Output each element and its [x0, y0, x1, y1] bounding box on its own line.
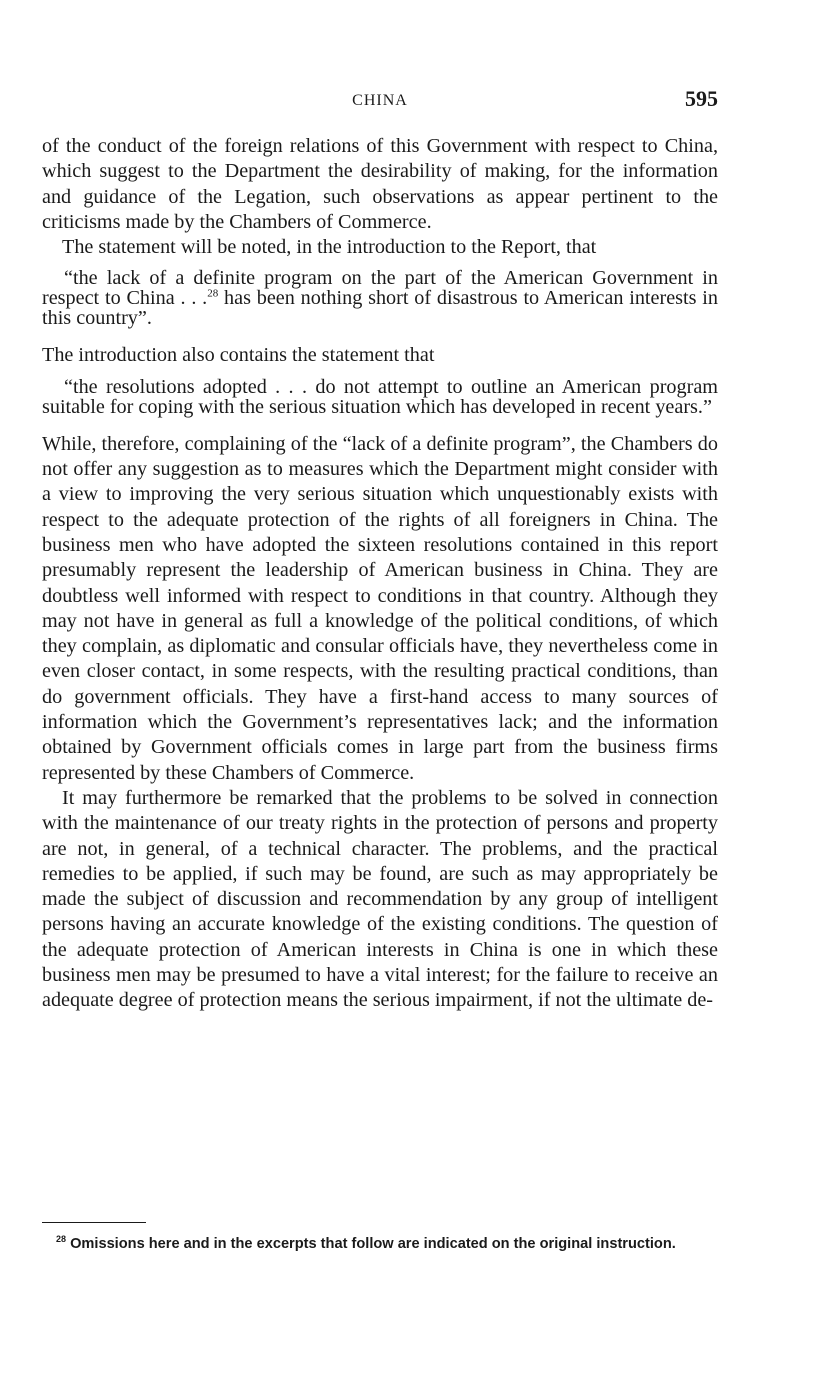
paragraph-3: The introduction also contains the statement that: [42, 344, 435, 367]
body-text: [42, 134, 718, 1014]
paragraph-1: of the conduct of the foreign relations of this Government with respect to China, which suggest to the Department the desirability of making, for the information and guidance of the Legation, such observations as appear pertinent to the criticisms made by the Chambers of Commerce.: [42, 135, 718, 233]
footnote-number: 28: [56, 1234, 67, 1245]
footnote-divider: [42, 1222, 146, 1223]
block-quote-1-text-b: has been nothing short of disastrous to American interests in this country”.: [42, 287, 718, 330]
block-quote-2: “the resolutions adopted . . . do not attempt to outline an American program suitable for coping with the serious situation which has developed in recent years.”: [42, 375, 718, 418]
paragraph-2: The statement will be noted, in the introduction to the Report, that: [62, 236, 597, 259]
paragraph-5: It may furthermore be remarked that the problems to be solved in connection with the maintenance of our treaty rights in the protection of persons and property are not, in general, of a technical character. The problems, and the practical remedies to be applied, if such may be found, are such as may appropriately be made the subject of discussion and recommendation by any group of intelligent persons having an accurate knowledge of the existing conditions. The question of the adequate protection of American interests in China is one in which these business men may be presumed to have a vital interest; for the failure to receive an adequate degree of protection means the serious impairment, if not the ultimate de-: [42, 786, 718, 1012]
footnote-text: Omissions here and in the excerpts that follow are indicated on the original instruction.: [66, 1236, 676, 1252]
footnote-reference: 28: [207, 287, 219, 300]
block-quote-1: [42, 268, 718, 328]
footnote: [42, 1236, 718, 1253]
paragraph-4: While, therefore, complaining of the “lack of a definite program”, the Chambers do not offer any suggestion as to measures which the Department might consider with a view to improving the very serious situation which unquestionably exists with respect to the adequate protection of the rights of all foreigners in China. The business men who have adopted the sixteen resolutions contained in this report presumably represent the leadership of American business in China. They are doubtless well informed with respect to conditions in that country. Although they may not have in general as full a knowledge of the political conditions, of which they complain, as diplomatic and consular officials have, they nevertheless come in even closer contact, in some respects, with the resulting practical conditions, than do government officials. They have a first-hand access to many sources of information which the Government’s representatives lack; and the information obtained by Government officials comes in large part from the business firms represented by these Chambers of Commerce.: [42, 432, 718, 784]
page-number: 595: [685, 86, 718, 111]
running-title: CHINA: [352, 92, 408, 109]
running-head: [42, 86, 718, 116]
block-quote-1-text-a: “the lack of a definite program on the part of the American Government in respect to China . . .: [42, 267, 718, 310]
